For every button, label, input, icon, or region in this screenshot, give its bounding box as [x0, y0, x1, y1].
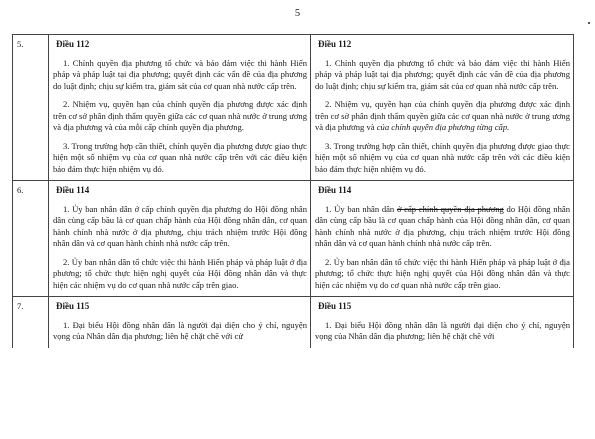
paragraph — [315, 204, 570, 250]
paragraph: 3. Trong trường hợp cần thiết, chính quyền địa phương được giao thực hiện một số nhiệm vụ của cơ quan nhà nước cấp trên với các điều kiện bảo đảm thực hiện nhiệm vụ đó. — [315, 140, 570, 174]
paragraph: 1. Chính quyền địa phương tổ chức và bảo đảm việc thi hành Hiến pháp và pháp luật tại địa phương; quyết định các vấn đề của địa phương do luật định; chịu sự kiểm tra, giám sát của cơ quan nhà nước cấp trên. — [53, 57, 307, 91]
paragraph: 2. Ủy ban nhân dân tổ chức việc thi hành Hiến pháp và pháp luật ở địa phương; tổ chức thực hiện nghị quyết của Hội đồng nhân dân và thực hiện các nhiệm vụ do cơ quan nhà nước cấp trên giao. — [53, 256, 307, 290]
article-title: Điều 114 — [56, 185, 90, 195]
table-row — [13, 297, 574, 348]
comparison-table — [12, 34, 574, 348]
paragraph — [315, 99, 570, 134]
table-row — [13, 35, 574, 181]
current-text-cell — [49, 35, 311, 181]
amended-text-cell — [311, 181, 574, 297]
paragraph: 1. Đại biểu Hội đồng nhân dân là người đại diện cho ý chí, nguyện vọng của Nhân dân địa phương; liên hệ chặt chẽ với — [315, 319, 570, 341]
paragraph: 1. Chính quyền địa phương tổ chức và bảo đảm việc thi hành Hiến pháp và pháp luật tại địa phương; quyết định các vấn đề của địa phương do luật định; chịu sự kiểm tra, giám sát của cơ quan nhà nước cấp trên. — [315, 57, 570, 91]
article-title: Điều 115 — [318, 301, 352, 311]
amended-italic-text: của chính quyền địa phương từng cấp. — [376, 122, 510, 132]
struck-text: ở cấp chính quyền địa phương — [396, 203, 504, 214]
article-title: Điều 112 — [318, 39, 352, 49]
row-number: 5. — [13, 35, 49, 181]
article-title: Điều 115 — [56, 301, 90, 311]
row-number: 7. — [13, 297, 49, 348]
paragraph-text: do Hội đồng nhân dân cùng cấp bầu là cơ quan chấp hành của Hội đồng nhân dân, cơ quan hành chính nhà nước ở địa phương, chịu trách nhiệm trước Hội đồng nhân dân và cơ quan hành chính nhà nước cấp trên. — [315, 203, 570, 248]
article-title: Điều 112 — [56, 39, 90, 49]
current-text-cell — [49, 181, 311, 297]
paragraph-text: 1. Ủy ban nhân dân — [325, 203, 397, 214]
paragraph: 1. Đại biểu Hội đồng nhân dân là người đại diện cho ý chí, nguyện vọng của Nhân dân địa phương; liên hệ chặt chẽ với cử — [53, 319, 307, 341]
table-row — [13, 181, 574, 297]
paragraph: 3. Trong trường hợp cần thiết, chính quyền địa phương được giao thực hiện một số nhiệm vụ của cơ quan nhà nước cấp trên với các điều kiện bảo đảm thực hiện nhiệm vụ đó. — [53, 140, 307, 174]
row-number: 6. — [13, 181, 49, 297]
current-text-cell — [49, 297, 311, 348]
scan-mark — [588, 22, 590, 24]
paragraph-text: 2. Nhiệm vụ, quyền hạn của chính quyền địa phương được xác định trên cơ sở phân định thẩm quyền giữa các cơ quan nhà nước ở trung ương và địa phương và — [315, 99, 570, 132]
amended-text-cell — [311, 297, 574, 348]
page-number: 5 — [294, 8, 301, 19]
paragraph: 2. Ủy ban nhân dân tổ chức việc thi hành Hiến pháp và pháp luật ở địa phương; tổ chức thực hiện nghị quyết của Hội đồng nhân dân và thực hiện các nhiệm vụ do cơ quan nhà nước cấp trên giao. — [315, 256, 570, 290]
paragraph: 2. Nhiệm vụ, quyền hạn của chính quyền địa phương được xác định trên cơ sở phân định thẩm quyền giữa các cơ quan nhà nước ở trung ương và địa phương và của mỗi cấp chính quyền địa phương. — [53, 99, 307, 132]
article-title: Điều 114 — [318, 185, 352, 195]
paragraph: 1. Ủy ban nhân dân ở cấp chính quyền địa phương do Hội đồng nhân dân cùng cấp bầu là cơ quan chấp hành của Hội đồng nhân dân, cơ quan hành chính nhà nước ở địa phương, chịu trách nhiệm trước Hội đồng nhân dân và cơ quan hành chính nhà nước cấp trên. — [53, 203, 307, 248]
amended-text-cell — [311, 35, 574, 181]
